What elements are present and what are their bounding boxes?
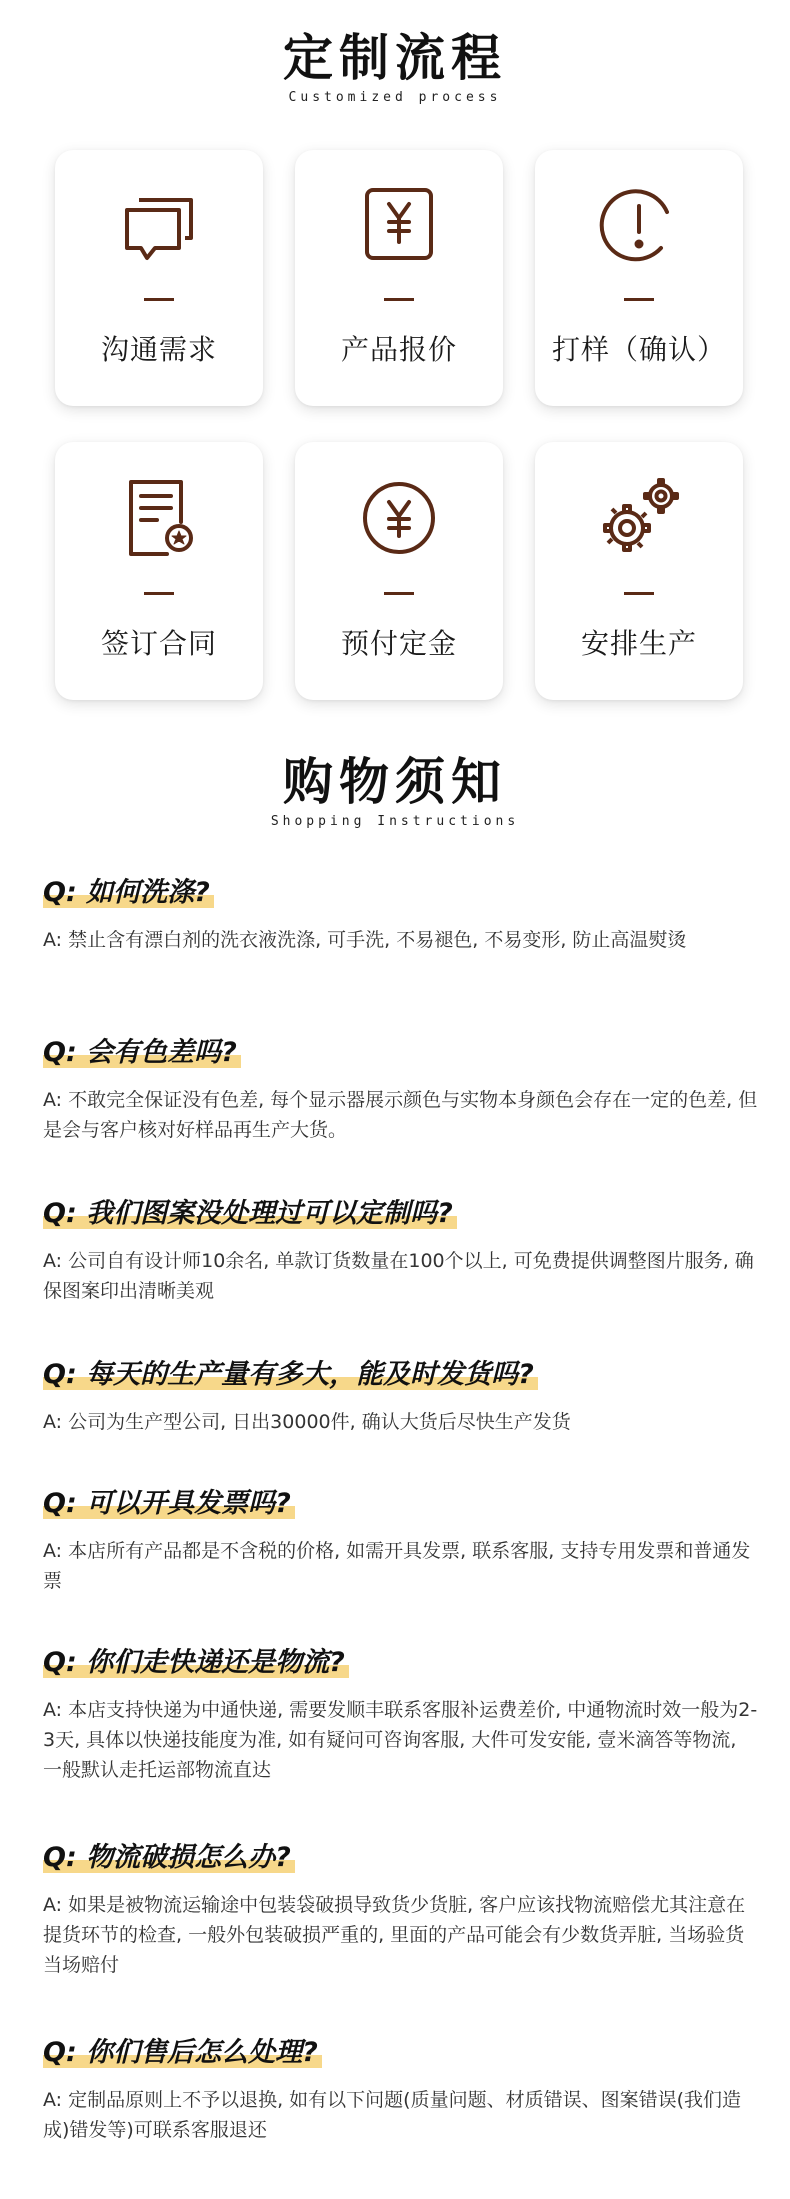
faq-answer: A: 本店所有产品都是不含税的价格, 如需开具发票, 联系客服, 支持专用发票和普通发票 xyxy=(43,1540,751,1592)
faq-question: Q: 会有色差吗? xyxy=(43,1035,241,1071)
step-card-production[interactable] xyxy=(535,442,743,700)
faq-item xyxy=(43,875,758,955)
faq-question: Q: 每天的生产量有多大，能及时发货吗? xyxy=(43,1357,538,1393)
step-card-quote[interactable] xyxy=(295,150,503,406)
step-divider xyxy=(144,298,174,301)
faq-item xyxy=(43,2035,758,2145)
yen-receipt-icon xyxy=(349,186,449,266)
step-card-sample[interactable] xyxy=(535,150,743,406)
shopping-subtitle: Shopping Instructions xyxy=(270,814,520,829)
faq-question: Q: 你们走快递还是物流? xyxy=(43,1645,349,1681)
gears-icon xyxy=(589,478,689,558)
step-card-communicate[interactable] xyxy=(55,150,263,406)
faq-question: Q: 你们售后怎么处理? xyxy=(43,2035,322,2071)
step-card-contract[interactable] xyxy=(55,442,263,700)
step-divider xyxy=(144,592,174,595)
faq-answer: A: 不敢完全保证没有色差, 每个显示器展示颜色与实物本身颜色会存在一定的色差, 但是会与客户核对好样品再生产大货。 xyxy=(43,1089,758,1141)
step-label: 打样（确认） xyxy=(551,333,726,366)
process-subtitle: Customized process xyxy=(288,90,502,105)
faq-answer: A: 本店支持快递为中通快递, 需要发顺丰联系客服补运费差价, 中通物流时效一般为2-3天, 具体以快递技能度为准, 如有疑问可咨询客服, 大件可发安能, 壹米滴答等物流, 一般默认走托运部物流直达 xyxy=(43,1699,758,1781)
faq-answer: A: 如果是被物流运输途中包装袋破损导致货少货脏, 客户应该找物流赔偿尤其注意在提货环节的检查, 一般外包装破损严重的, 里面的产品可能会有少数货弄脏, 当场验货当场赔付 xyxy=(43,1894,746,1976)
faq-item xyxy=(43,1357,758,1437)
faq-answer: A: 禁止含有漂白剂的洗衣液洗涤, 可手洗, 不易褪色, 不易变形, 防止高温熨烫 xyxy=(43,929,687,951)
step-card-deposit[interactable] xyxy=(295,442,503,700)
step-divider xyxy=(624,298,654,301)
step-divider xyxy=(384,592,414,595)
faq-item xyxy=(43,1840,758,1980)
faq-answer: A: 公司为生产型公司, 日出30000件, 确认大货后尽快生产发货 xyxy=(43,1411,571,1433)
step-label: 产品报价 xyxy=(340,333,457,366)
faq-question: Q: 我们图案没处理过可以定制吗? xyxy=(43,1196,457,1232)
yen-coin-icon xyxy=(349,478,449,558)
step-label: 预付定金 xyxy=(340,627,457,660)
faq-answer: A: 公司自有设计师10余名, 单款订货数量在100个以上, 可免费提供调整图片服务, 确保图案印出清晰美观 xyxy=(43,1250,754,1302)
step-label: 沟通需求 xyxy=(100,333,217,366)
chat-bubble-icon xyxy=(109,186,209,266)
faq-question: Q: 物流破损怎么办? xyxy=(43,1840,295,1876)
shopping-title: 购物须知 xyxy=(283,752,507,811)
process-title: 定制流程 xyxy=(283,28,507,87)
faq-item xyxy=(43,1645,758,1785)
faq-item xyxy=(43,1196,758,1306)
faq-item xyxy=(43,1035,758,1145)
faq-question: Q: 可以开具发票吗? xyxy=(43,1486,295,1522)
process-header xyxy=(0,28,790,105)
step-divider xyxy=(384,298,414,301)
step-divider xyxy=(624,592,654,595)
exclamation-circle-icon xyxy=(589,186,689,266)
step-label: 签订合同 xyxy=(100,627,217,660)
contract-document-icon xyxy=(109,478,209,558)
step-label: 安排生产 xyxy=(580,627,697,660)
faq-item xyxy=(43,1486,758,1596)
faq-question: Q: 如何洗涤? xyxy=(43,875,214,911)
shopping-header xyxy=(0,752,790,829)
faq-answer: A: 定制品原则上不予以退换, 如有以下问题(质量问题、材质错误、图案错误(我们造成)错发等)可联系客服退还 xyxy=(43,2089,742,2141)
